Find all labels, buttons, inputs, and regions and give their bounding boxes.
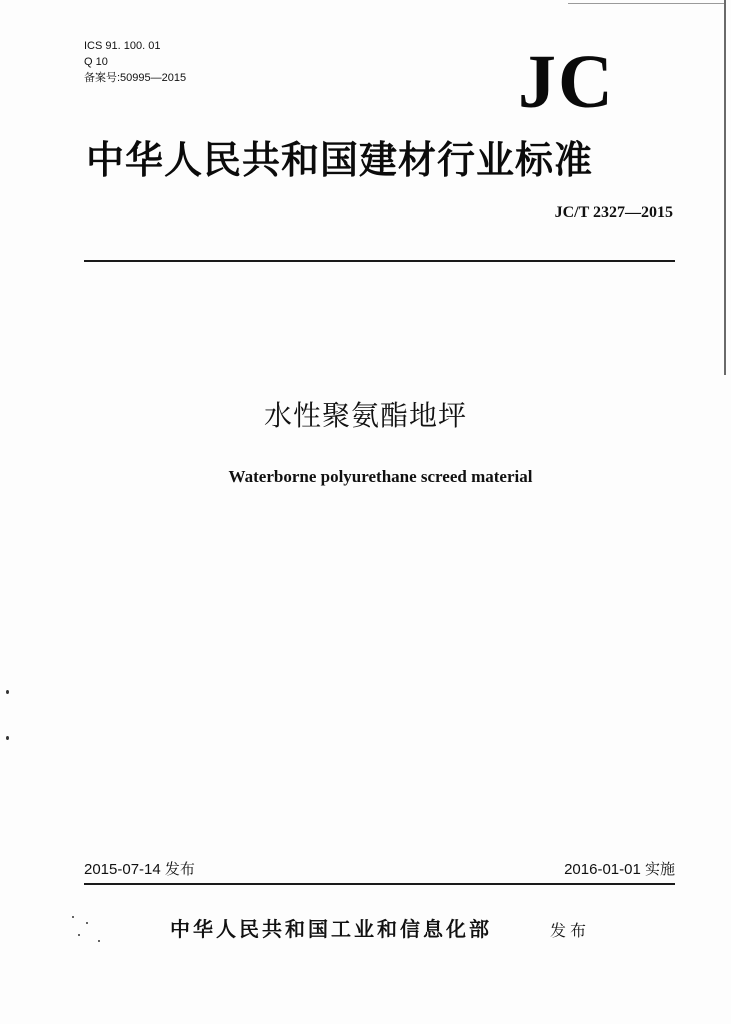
ics-code: ICS 91. 100. 01 — [84, 40, 161, 52]
issuing-authority: 中华人民共和国工业和信息化部 — [170, 917, 492, 941]
footer-divider — [84, 883, 675, 885]
scan-speck — [6, 690, 9, 694]
scan-speck — [6, 736, 9, 740]
document-title-english: Waterborne polyurethane screed material — [228, 467, 533, 486]
scan-speck — [86, 922, 88, 924]
classification-block — [84, 38, 186, 86]
standard-number: JC/T 2327—2015 — [554, 204, 673, 221]
standard-category-title: 中华人民共和国建材行业标准 — [86, 137, 594, 182]
implementation-date: 2016-01-01 实施 — [564, 861, 675, 878]
scan-speck — [78, 934, 80, 936]
document-title-chinese: 水性聚氨酯地坪 — [263, 399, 467, 432]
header-divider — [84, 260, 675, 262]
scan-speck — [98, 940, 100, 942]
ccs-code: Q 10 — [84, 56, 108, 68]
scan-speck — [72, 916, 74, 918]
issue-date: 2015-07-14 发布 — [84, 861, 195, 878]
scan-edge-right — [724, 0, 726, 375]
scan-edge-top — [568, 3, 724, 4]
jc-logo: JC — [518, 40, 615, 124]
publish-label: 发布 — [550, 921, 591, 940]
filing-number: 备案号:50995—2015 — [84, 72, 187, 84]
